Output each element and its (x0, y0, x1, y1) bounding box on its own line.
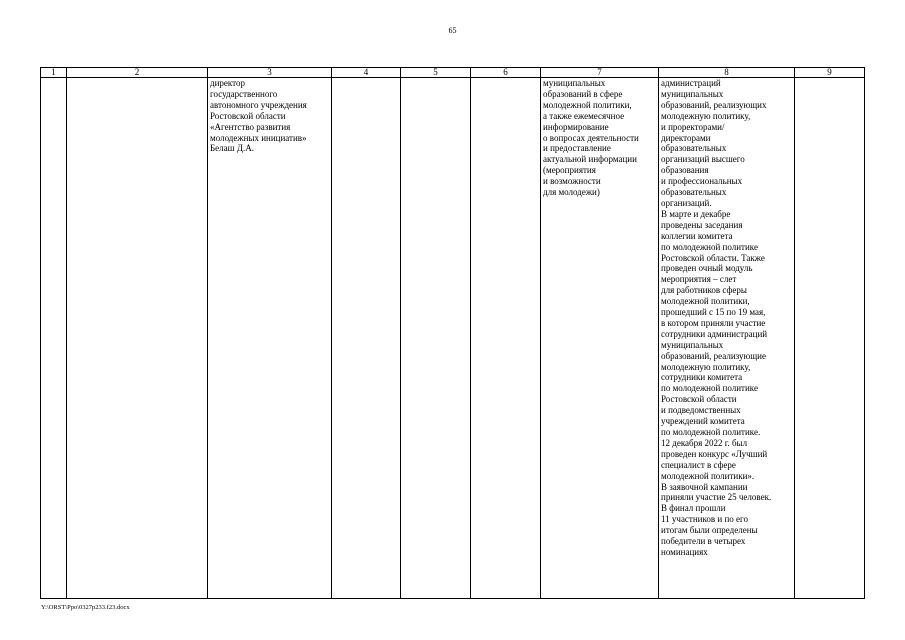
text-line: молодежной политики, (543, 99, 632, 110)
text-line: образовательных (661, 187, 727, 198)
text-line: образования (661, 165, 709, 176)
text-line: по молодежной политике. (661, 427, 761, 437)
column-number-cell: 4 (332, 68, 401, 78)
text-line: В марте и декабре (661, 208, 731, 219)
text-line: автономного учреждения (210, 99, 307, 110)
text-line: образований в сфере (543, 88, 623, 99)
column-number-cell: 5 (401, 68, 471, 78)
text-line: специалист в сфере (661, 459, 736, 470)
text-line: в котором приняли участие (661, 317, 766, 328)
text-line: актуальной информации (543, 154, 637, 165)
cell-col4 (332, 78, 401, 599)
text-line: образовательных (661, 143, 727, 154)
text-line: коллегии комитета (661, 230, 733, 241)
cell-col2 (67, 78, 208, 599)
text-line: образований, реализующие (661, 350, 766, 361)
text-line: организаций высшего (661, 154, 745, 165)
text-line: Ростовской области (210, 110, 286, 121)
cell-col6 (471, 78, 541, 599)
cell-col5 (401, 78, 471, 599)
text-line: В финал прошли (661, 503, 726, 514)
text-line: муниципальных (661, 339, 724, 350)
text-line: молодежной политики, (661, 296, 750, 307)
text-line: и предоставление (543, 143, 611, 154)
text-line: итогам были определены (661, 525, 758, 536)
text-line: В заявочной кампании (661, 481, 748, 492)
text-line: 12 декабря 2022 г. был (661, 437, 748, 448)
text-line: и подведомственных (661, 405, 741, 416)
text-line: организаций. (661, 197, 712, 208)
cell-col9 (795, 78, 865, 599)
file-path-footer: Y:\ORST\Ppo\0327p233.f23.docx (41, 604, 130, 611)
text-line: проведен конкурс «Лучший (661, 448, 768, 459)
page-number: 65 (448, 26, 457, 35)
text-line: прошедший с 15 по 19 мая, (661, 307, 766, 318)
text-line: сотрудники комитета (661, 372, 743, 383)
text-line: по молодежной политике (661, 383, 758, 394)
text-line: молодежных инициатив» (210, 132, 307, 143)
column-number-cell: 3 (208, 68, 332, 78)
text-line: директор (210, 78, 245, 88)
column-number-cell: 1 (41, 68, 67, 78)
column-number-cell: 8 (659, 68, 795, 78)
text-line: о вопросах деятельности (543, 132, 639, 143)
text-line: сотрудники администраций (661, 328, 768, 339)
text-line: молодежную политику, (661, 361, 751, 372)
text-line: (мероприятия (543, 165, 596, 176)
text-line: учреждений комитета (661, 416, 745, 427)
text-line: проведены заседания (661, 219, 743, 230)
text-line: а также ежемесячное (543, 110, 625, 121)
text-line: 11 участников и по его (661, 514, 749, 525)
text-line: номинациях (661, 546, 708, 557)
text-line: молодежную политику, (661, 110, 751, 121)
text-line: мероприятия – слет (661, 274, 737, 285)
text-line: для молодежи) (543, 187, 600, 198)
column-number-cell: 9 (795, 68, 865, 78)
text-line: и проректорами/ (661, 121, 725, 132)
table-row (41, 78, 865, 599)
text-line: Белаш Д.А. (210, 143, 254, 154)
text-line: и профессиональных (661, 176, 743, 187)
text-line: государственного (210, 88, 278, 99)
column-number-cell: 7 (541, 68, 659, 78)
text-line: администраций (661, 78, 721, 88)
text-line: по молодежной политике (661, 241, 758, 252)
cell-col8-report (659, 78, 795, 599)
text-line: Ростовской области. Также (661, 252, 765, 263)
cell-col3-responsible (208, 78, 332, 599)
text-line: приняли участие 25 человек. (661, 492, 772, 503)
text-line: молодежной политики». (661, 470, 755, 481)
text-line: образований, реализующих (661, 99, 767, 110)
text-line: и возможности (543, 176, 601, 187)
cell-col1 (41, 78, 67, 599)
column-number-cell: 2 (67, 68, 208, 78)
text-line: для работников сферы (661, 285, 747, 296)
cell-col7-description (541, 78, 659, 599)
text-line: проведен очный модуль (661, 263, 753, 274)
document-table (40, 67, 865, 599)
column-number-cell: 6 (471, 68, 541, 78)
text-line: Ростовской области (661, 394, 737, 405)
text-line: «Агентство развития (210, 121, 291, 132)
text-line: муниципальных (661, 88, 724, 99)
text-line: директорами (661, 132, 711, 143)
column-number-row (41, 68, 865, 78)
text-line: муниципальных (543, 78, 606, 88)
text-line: информирование (543, 121, 609, 132)
text-line: победители в четырех (661, 536, 746, 547)
